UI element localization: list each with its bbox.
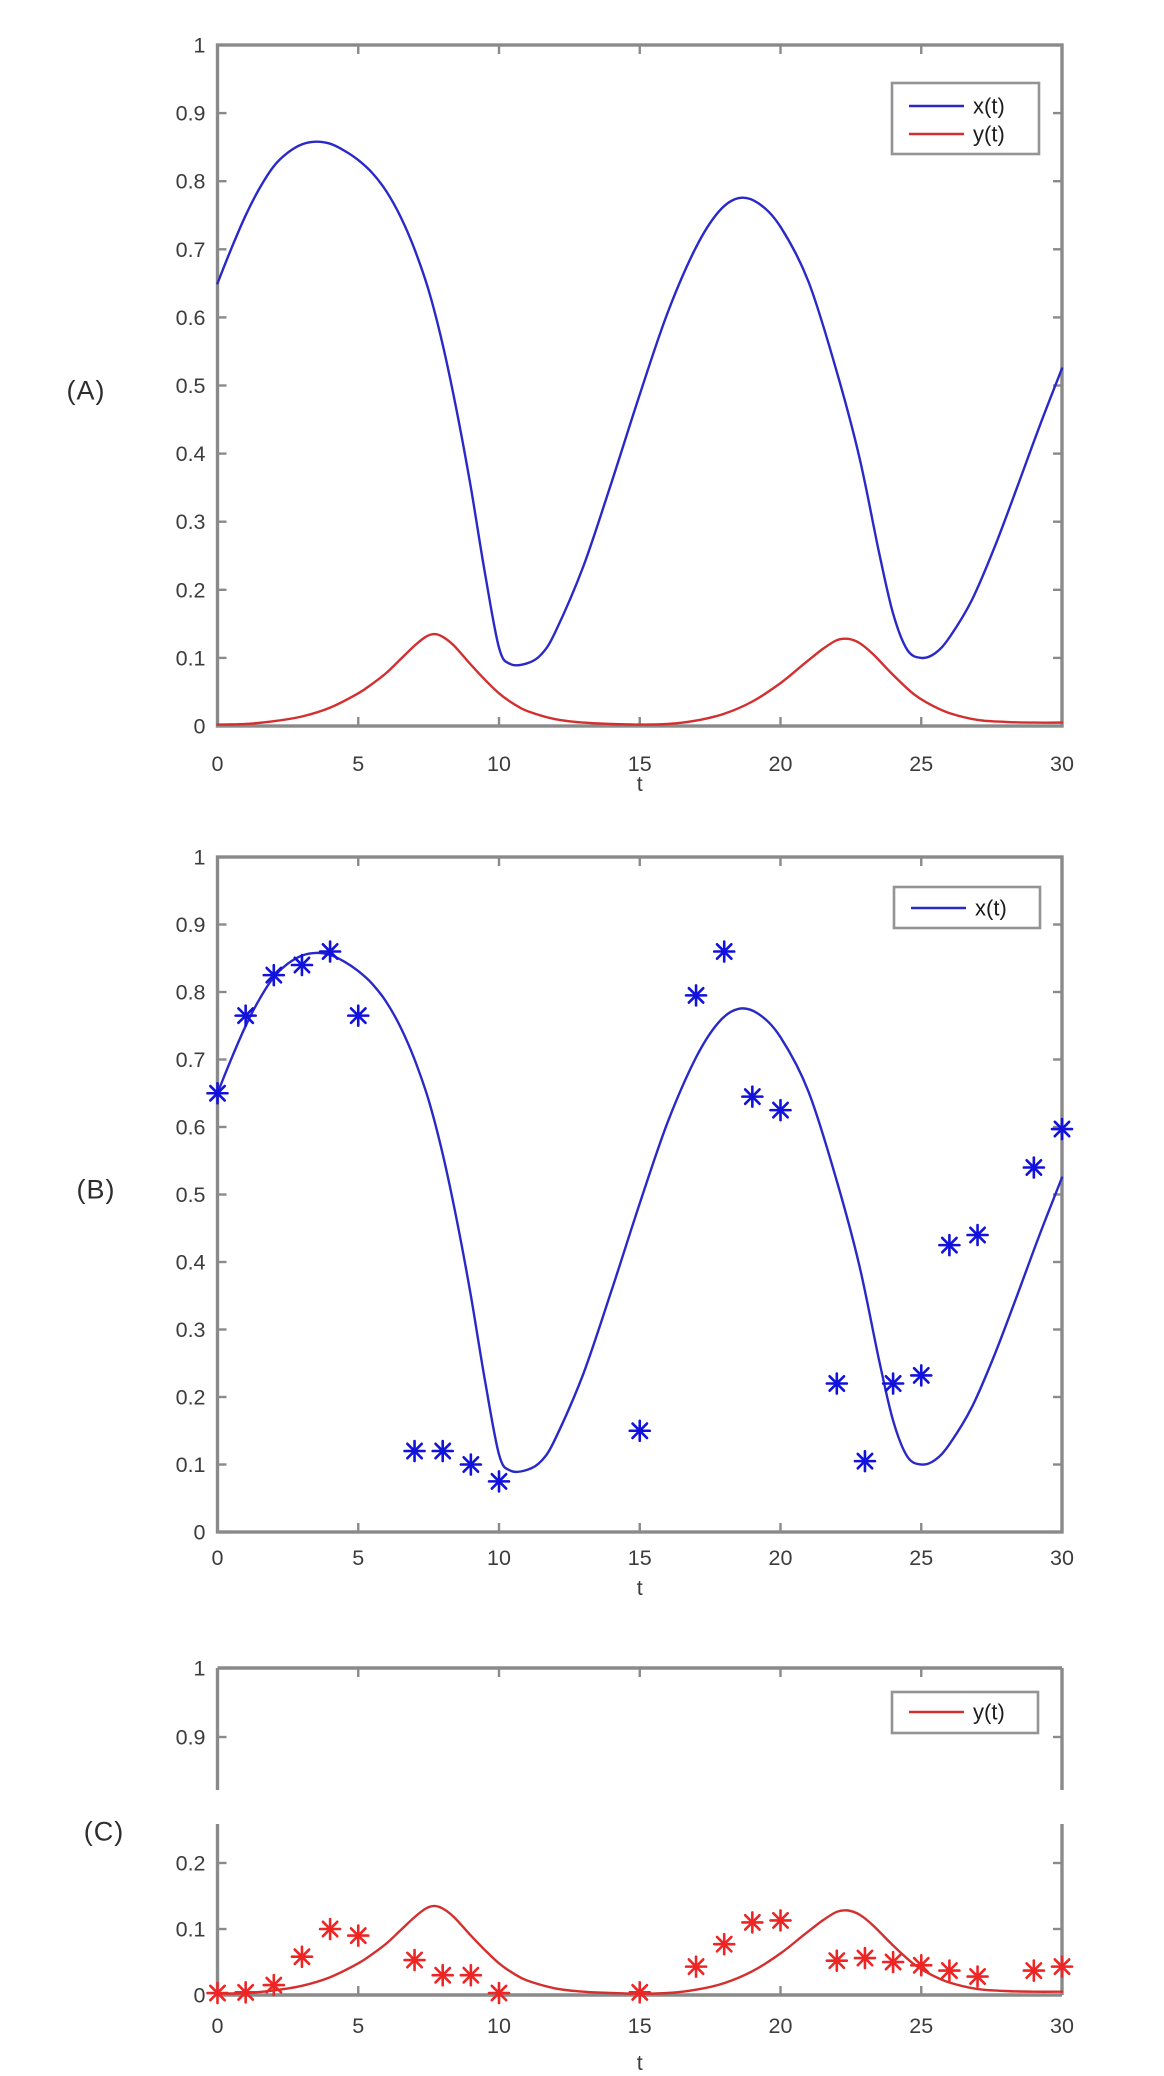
svg-text:15: 15 <box>627 1546 652 1570</box>
svg-text:1: 1 <box>193 1656 206 1681</box>
svg-text:5: 5 <box>352 1546 365 1570</box>
svg-text:1: 1 <box>193 845 206 870</box>
panel-label-A: (A) <box>66 375 106 406</box>
svg-text:30: 30 <box>1050 2014 1074 2038</box>
panel-A-xaxis-label: t <box>636 772 643 796</box>
svg-text:0.1: 0.1 <box>175 1453 206 1477</box>
svg-text:0.9: 0.9 <box>175 101 206 126</box>
svg-text:10: 10 <box>487 752 511 776</box>
svg-text:0.1: 0.1 <box>175 1917 206 1942</box>
svg-text:25: 25 <box>909 1546 934 1570</box>
svg-text:0.4: 0.4 <box>175 442 206 467</box>
svg-text:0.6: 0.6 <box>175 1115 206 1140</box>
panel-B-x-t-samples-markers <box>208 942 1073 1492</box>
panel-A-x-t-curve <box>218 142 1063 666</box>
panel-A-legend <box>892 83 1039 154</box>
svg-text:0.9: 0.9 <box>175 913 206 937</box>
svg-text:0.2: 0.2 <box>175 1385 206 1410</box>
svg-text:30: 30 <box>1050 752 1074 776</box>
panel-label-C: (C) <box>83 1816 125 1847</box>
panel-A <box>176 34 1074 797</box>
svg-text:20: 20 <box>768 752 793 776</box>
svg-text:0.1: 0.1 <box>175 646 206 671</box>
panel-B-tick-labels <box>176 846 1074 1601</box>
panel-C <box>176 1657 1074 2076</box>
panel-B-legend-label-x-t: x(t) <box>975 895 1007 921</box>
svg-text:25: 25 <box>909 2014 934 2038</box>
svg-text:30: 30 <box>1050 1546 1074 1570</box>
svg-text:0.4: 0.4 <box>175 1250 206 1275</box>
svg-text:0.6: 0.6 <box>175 305 206 330</box>
svg-text:15: 15 <box>627 2014 652 2038</box>
panel-C-legend <box>892 1692 1038 1733</box>
svg-text:0.5: 0.5 <box>175 1183 206 1207</box>
svg-text:1: 1 <box>193 33 206 58</box>
panel-B-xaxis-label: t <box>636 1576 643 1600</box>
panel-A-legend-label-y-t: y(t) <box>973 121 1005 147</box>
svg-text:15: 15 <box>627 752 652 776</box>
svg-text:0.5: 0.5 <box>175 374 206 398</box>
svg-text:0: 0 <box>211 752 224 776</box>
svg-text:25: 25 <box>909 752 934 776</box>
svg-text:0.7: 0.7 <box>175 237 206 262</box>
svg-text:10: 10 <box>487 2014 511 2038</box>
svg-text:10: 10 <box>487 1546 511 1570</box>
panel-B <box>176 846 1074 1601</box>
svg-text:0.9: 0.9 <box>175 1725 206 1750</box>
panel-C-y-t-samples-markers <box>208 1910 1073 2003</box>
panel-A-y-t-curve <box>218 634 1063 725</box>
svg-text:0.2: 0.2 <box>175 578 206 603</box>
svg-text:0.7: 0.7 <box>175 1048 206 1072</box>
svg-text:0.3: 0.3 <box>175 510 206 535</box>
panel-C-legend-label-y-t: y(t) <box>973 1699 1005 1725</box>
svg-text:20: 20 <box>768 1546 793 1570</box>
panel-label-B: (B) <box>76 1174 116 1205</box>
svg-text:0: 0 <box>193 1983 206 2008</box>
svg-text:0.3: 0.3 <box>175 1318 206 1342</box>
svg-text:0.8: 0.8 <box>175 169 206 194</box>
svg-text:20: 20 <box>768 2014 793 2038</box>
svg-text:0: 0 <box>211 2014 224 2038</box>
svg-text:0.8: 0.8 <box>175 980 206 1005</box>
svg-text:5: 5 <box>352 2014 365 2038</box>
svg-text:0: 0 <box>193 1520 206 1545</box>
panel-B-legend <box>894 887 1040 928</box>
panel-A-legend-label-x-t: x(t) <box>973 93 1005 119</box>
panel-B-x-t-curve <box>218 953 1063 1472</box>
svg-text:0.2: 0.2 <box>175 1851 206 1876</box>
svg-text:0: 0 <box>193 714 206 739</box>
svg-text:0: 0 <box>211 1546 224 1570</box>
panel-C-xaxis-label: t <box>636 2051 643 2075</box>
panel-C-y-t-curve <box>218 1906 1063 1994</box>
svg-text:5: 5 <box>352 752 365 776</box>
